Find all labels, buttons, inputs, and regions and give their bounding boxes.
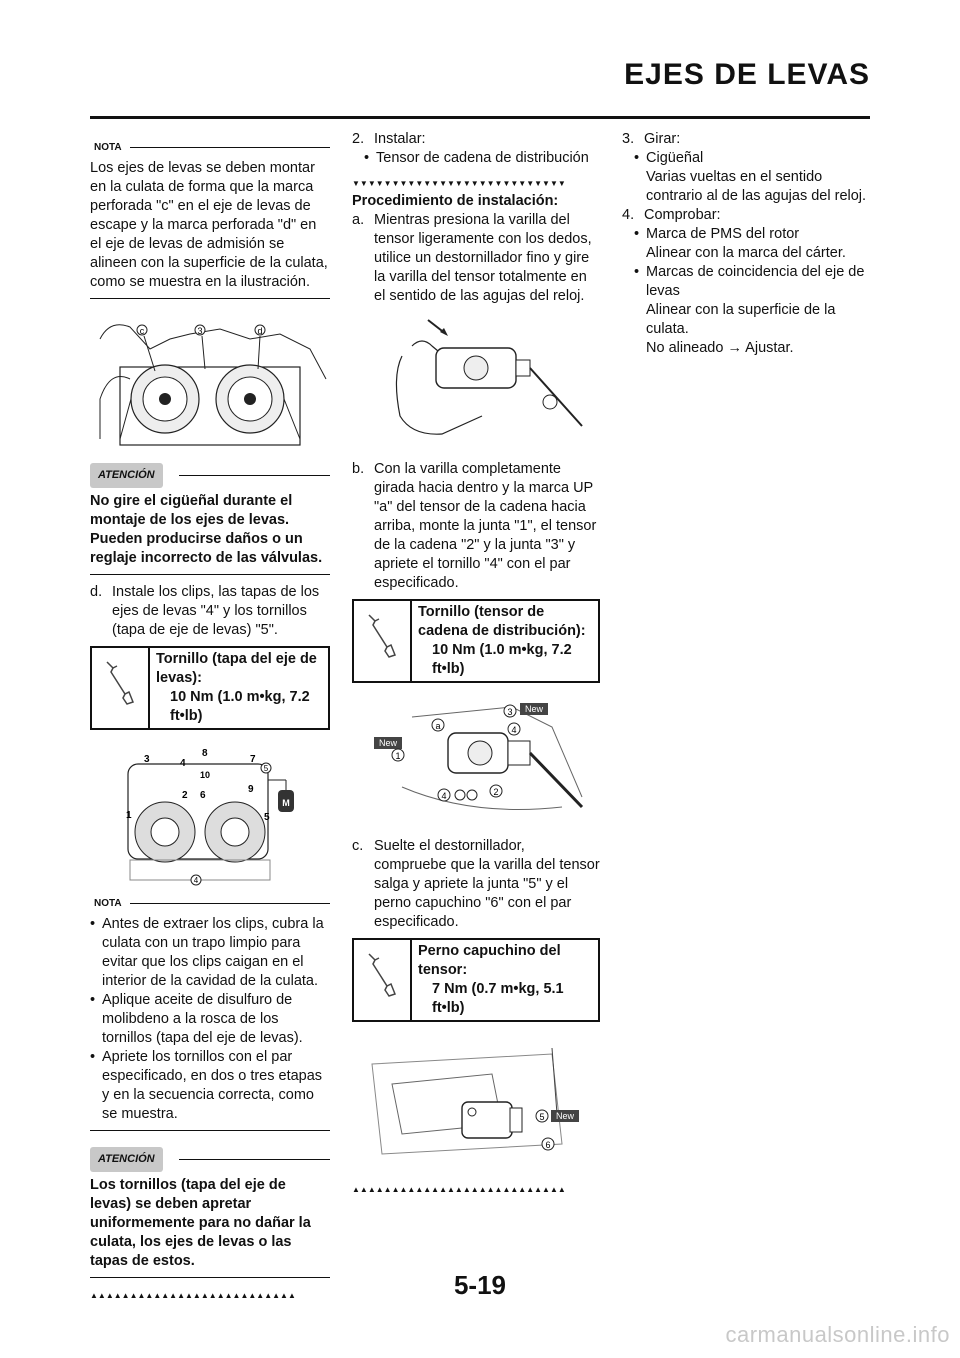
header-rule [90,116,870,119]
column-3 [622,130,872,358]
fig4-new1: New [524,704,544,714]
fig5-new: New [555,1111,575,1121]
procedure-start-marker: ▼▼▼▼▼▼▼▼▼▼▼▼▼▼▼▼▼▼▼▼▼▼▼▼▼▼▼ [352,180,566,188]
fig2-n5: 5 [263,764,269,773]
torque-label: Tornillo (tapa del eje de levas): [156,651,317,686]
step-a: a. Mientras presiona la varilla del tensor ligeramente con los dedos, utilice un destornillador fino y gire la varilla del tensor totalmente en el sentido de las agujas del reloj. [352,212,592,304]
procedure-title: Procedimiento de instalación: [352,193,559,209]
tensor-install-figure [352,697,600,827]
atencion-heading [90,463,330,488]
step-4-detail: Alinear con la marca del cárter. [646,245,846,261]
fig5-n6: 6 [545,1140,551,1150]
fig5-n5: 5 [539,1112,545,1122]
fig2-n6: 6 [200,790,206,801]
step-2: 2. Instalar: [352,131,426,147]
list-item: • Apriete los tornillos con el par especificado, en dos o tres etapas y en la secuencia correcta, como se muestra. [90,1049,323,1122]
step-marker: d. [90,584,103,600]
step-b: b. Con la varilla completamente girada hacia dentro y la marca UP "a" del tensor de la cadena hacia arriba, monte la junta "1", el tensor de la cadena "2" y la junta "3" y apriete el tornillo "4" con el par especificado. [352,461,597,591]
arrow-right-icon: → [727,340,742,356]
list-item: • Antes de extraer los clips, cubra la culata con un trapo limpio para evitar que los clips caigan en el interior de la cavidad de la culata. [90,916,324,989]
list-item: • Aplique aceite de disulfuro de molibdeno a la rosca de los tornillos (tapa del eje de levas). [90,992,303,1046]
nota-heading [94,138,330,157]
warning-text: Los tornillos (tapa del eje de levas) se deben apretar uniformemente para no dañar la culata, los ejes de levas o las tapas de estos. [90,1177,311,1269]
divider [90,298,330,299]
fig2-n1: 1 [126,810,132,821]
step-4: 4. Comprobar: [622,207,721,223]
fig1-label-3: 3 [197,326,203,336]
step-4-result: No alineado → Ajustar. [646,340,794,356]
nota-label: NOTA [94,898,122,909]
cap-bolt-figure [352,1044,600,1164]
column-1 [90,138,330,1300]
fig4-n4b: 4 [441,791,447,801]
step-text: Instale los clips, las tapas de los ejes de levas "4" y los tornillos (tapa de eje de levas) "5". [112,584,320,638]
step-c: c. Suelte el destornillador, compruebe que la varilla del tensor salga y apriete la junta "5" y el perno capuchino "6" con el par especificado. [352,838,600,930]
fig4-n3: 3 [507,707,513,717]
fig4-n1: 1 [395,751,401,761]
fig2-n4: 4 [180,758,186,769]
torque-box: Tornillo (tensor de cadena de distribución): 10 Nm (1.0 m•kg, 7.2 ft•lb) [352,599,600,683]
list-item: • Marca de PMS del rotor [634,226,800,242]
column-2 [352,130,600,1194]
wrench-icon [354,940,412,1020]
warning-badge: ATENCIÓN [90,463,163,488]
fig4-new2: New [378,738,398,748]
fig2-n9: 9 [248,784,254,795]
fig2-m: M [282,798,290,808]
torque-box: Perno capuchino del tensor: 7 Nm (0.7 m•kg, 5.1 ft•lb) [352,938,600,1022]
procedure-end-marker: ▲▲▲▲▲▲▲▲▲▲▲▲▲▲▲▲▲▲▲▲▲▲▲▲▲▲ [90,1292,296,1300]
fig2-n2: 2 [182,790,188,801]
page-number: 5-19 [453,1270,507,1300]
page-title: EJES DE LEVAS [624,58,870,91]
procedure-end-marker: ▲▲▲▲▲▲▲▲▲▲▲▲▲▲▲▲▲▲▲▲▲▲▲▲▲▲▲ [352,1186,566,1194]
list-item: • Tensor de cadena de distribución [364,150,589,166]
step-3-detail: Varias vueltas en el sentido contrario al de las agujas del reloj. [646,169,867,204]
fig4-a: a [435,721,441,731]
fig4-n4: 4 [511,725,517,735]
divider [90,1130,330,1131]
warning-text: No gire el cigüeñal durante el montaje de los ejes de levas. Pueden producirse daños o un reglaje incorrecto de las válvulas. [90,493,323,566]
bolt-sequence-figure [90,742,330,892]
fig2-n5b: 5 [264,812,270,823]
fig4-n2: 2 [493,787,499,797]
fig2-n3: 3 [144,754,150,765]
torque-box [90,646,330,730]
divider [90,574,330,575]
wrench-icon [92,648,150,728]
fig1-label-d: d [257,326,263,336]
nota-text: Los ejes de levas se deben montar en la culata de forma que la marca perforada "c" en el eje de levas de escape y la marca perforada "d" en el eje de levas de admisión se alineen con la superficie de la culata, como se muestra en la ilustración. [90,160,328,290]
fig2-n8: 8 [202,748,208,759]
nota-label: NOTA [94,142,122,153]
footer-watermark: carmanualsonline.info [725,1322,950,1347]
warning-badge: ATENCIÓN [90,1147,163,1172]
nota-heading [94,894,330,913]
fig2-n10: 10 [200,770,211,780]
fig1-label-c: c [139,326,145,336]
list-item: • Marcas de coincidencia del eje de levas [634,264,865,299]
atencion-heading [90,1147,330,1172]
step-4-detail: Alinear con la superficie de la culata. [646,302,836,337]
fig2-n4b: 4 [193,876,199,885]
fig2-n7: 7 [250,754,256,765]
nota-bullets [90,915,330,1124]
tensor-rod-figure [352,316,600,444]
wrench-icon [354,601,412,681]
camshaft-alignment-figure [90,309,330,457]
torque-value: 10 Nm (1.0 m•kg, 7.2 ft•lb) [170,689,310,724]
step-d [90,583,330,640]
list-item: • Cigüeñal [634,150,704,166]
step-3: 3. Girar: [622,131,681,147]
